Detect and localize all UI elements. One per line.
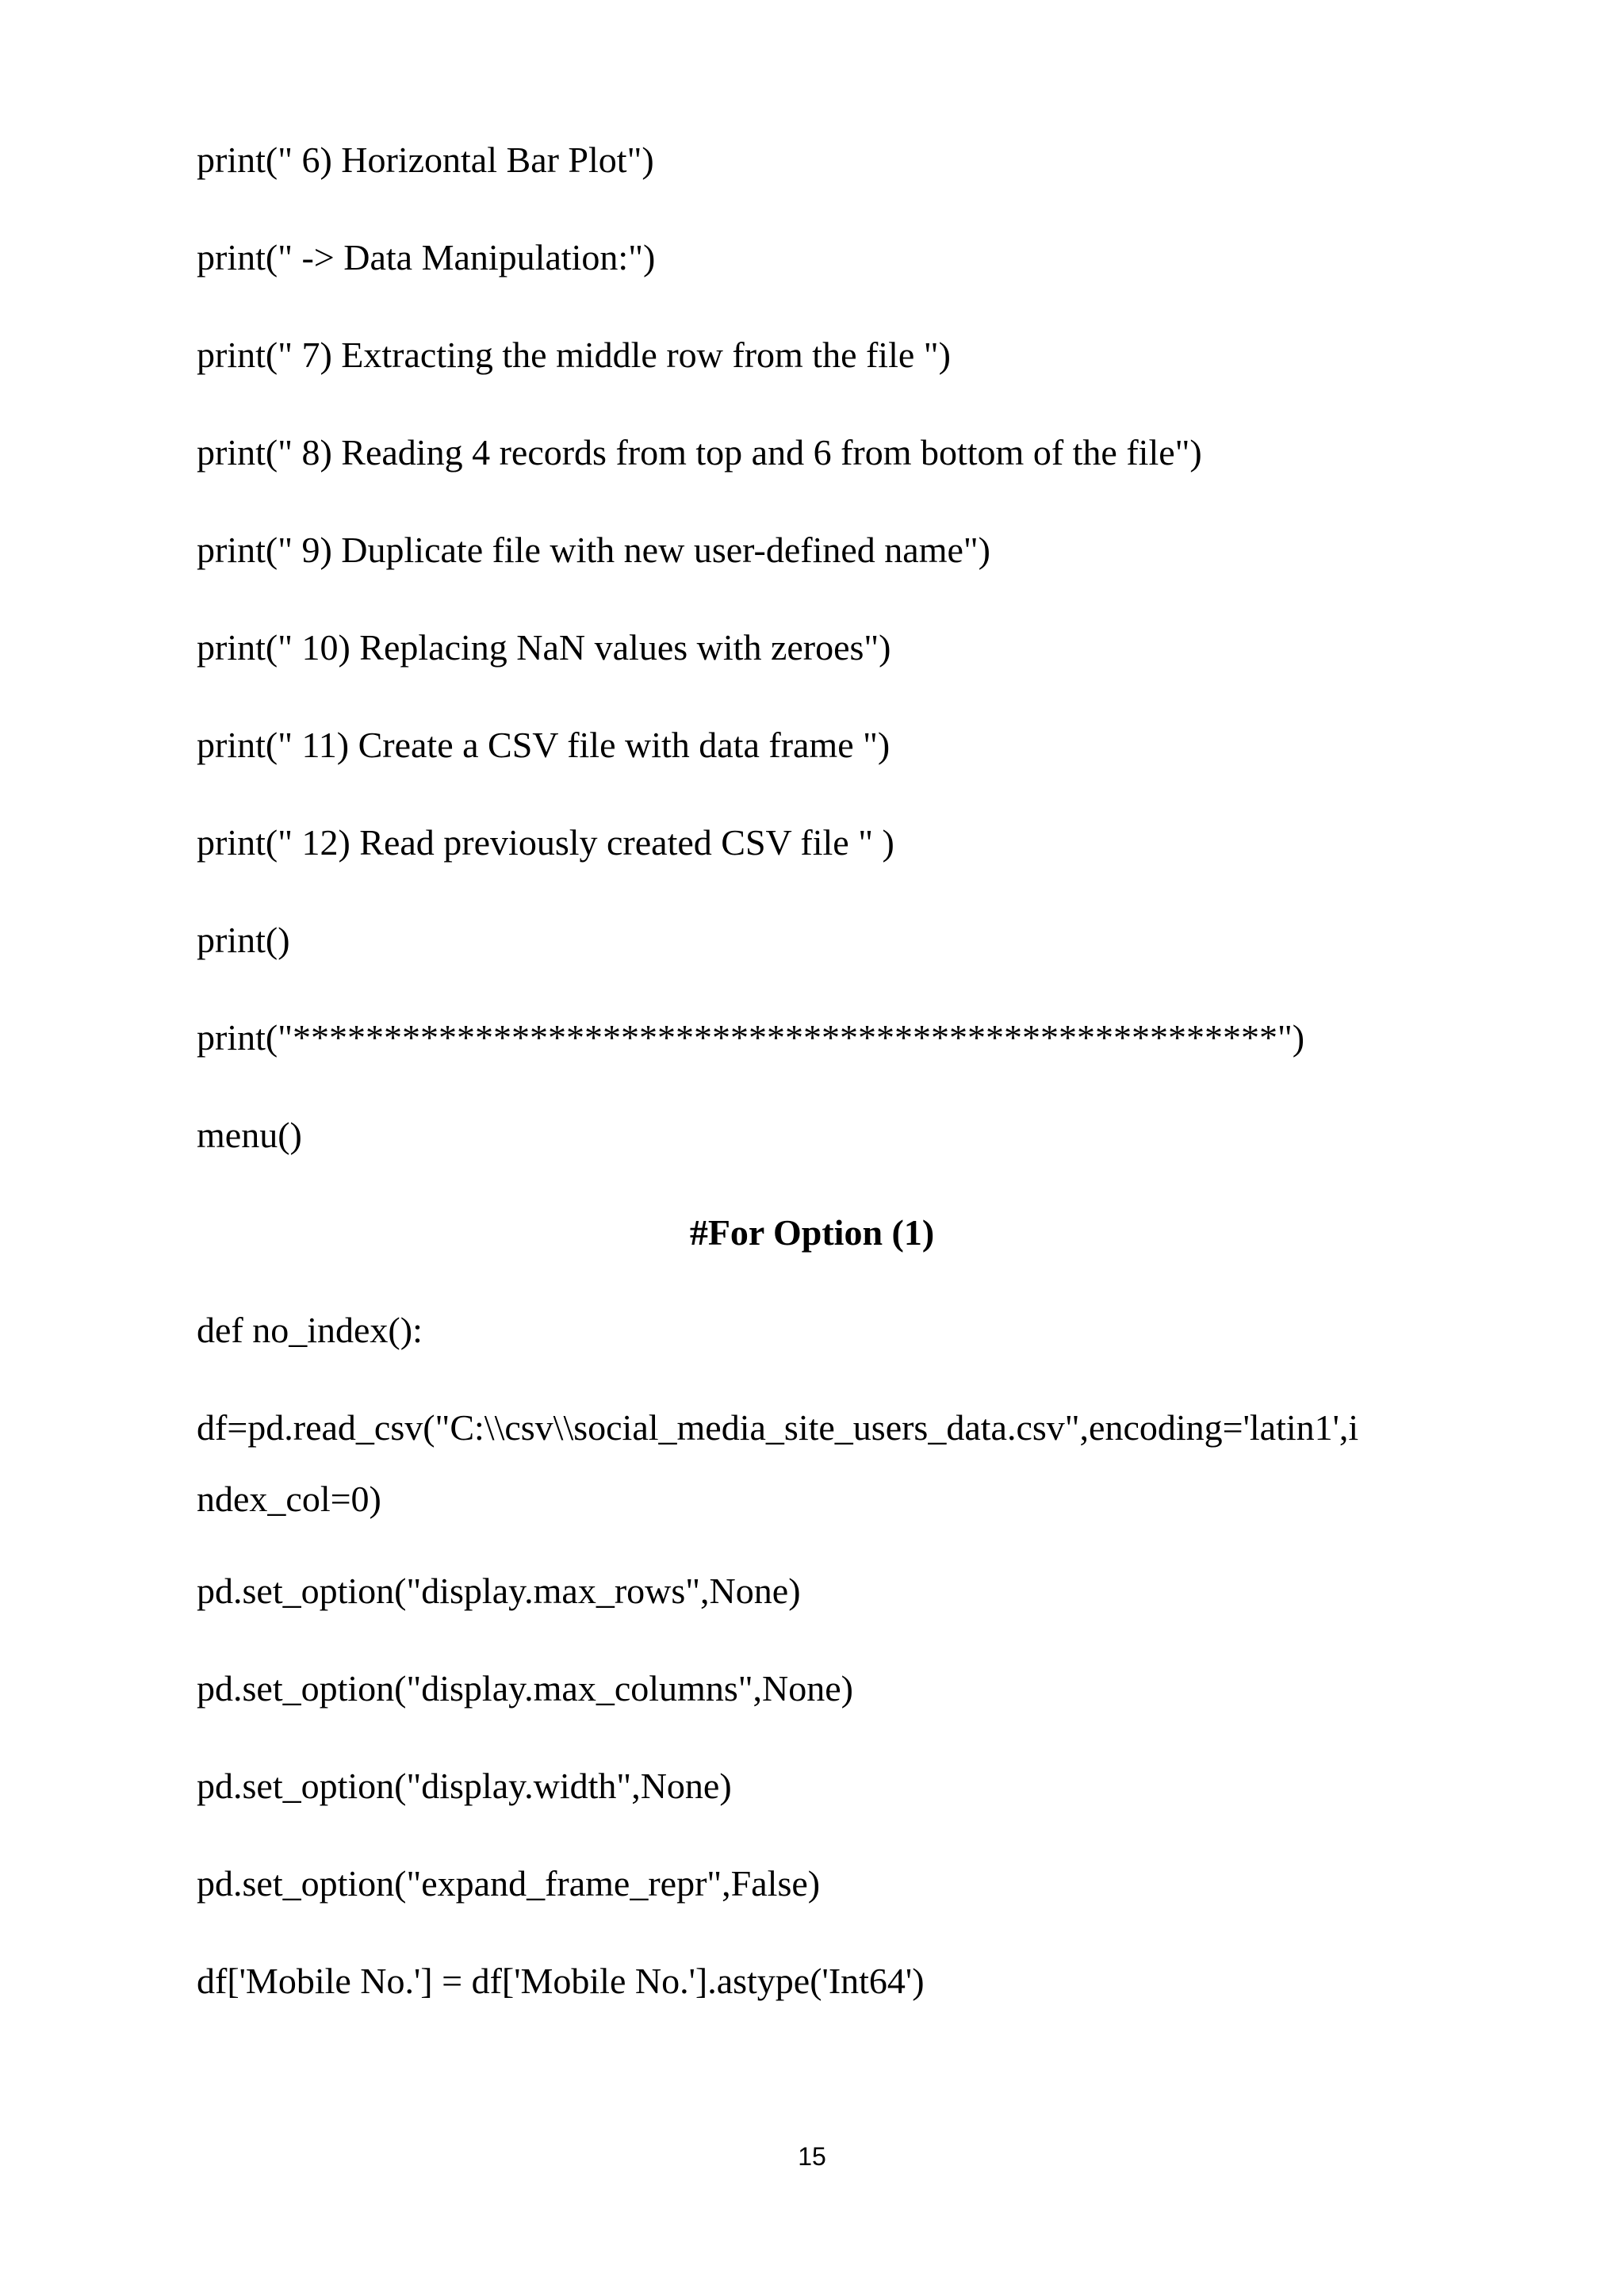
code-line: print(" 9) Duplicate file with new user-defined name") [197, 530, 990, 570]
code-line: print(" 6) Horizontal Bar Plot") [197, 140, 654, 180]
code-line: df['Mobile No.'] = df['Mobile No.'].astype('Int64') [197, 1961, 925, 2001]
code-line: print(" 7) Extracting the middle row from the file ") [197, 335, 951, 375]
code-line: print(" 8) Reading 4 records from top and 6 from bottom of the file") [197, 432, 1202, 473]
code-line: print("******************************************************") [197, 1017, 1305, 1058]
code-line: def no_index(): [197, 1310, 423, 1350]
code-line: pd.set_option("display.max_columns",None) [197, 1668, 853, 1709]
code-line: pd.set_option("expand_frame_repr",False) [197, 1863, 821, 1904]
code-line: print(" 12) Read previously created CSV file " ) [197, 822, 894, 863]
code-line: print(" 10) Replacing NaN values with zeroes") [197, 627, 891, 668]
code-line: df=pd.read_csv("C:\\csv\\social_media_site_users_data.csv",encoding='latin1',i [197, 1407, 1359, 1448]
code-line: print(" -> Data Manipulation:") [197, 237, 656, 277]
code-line: print(" 11) Create a CSV file with data frame ") [197, 725, 891, 765]
code-line: menu() [197, 1115, 302, 1155]
page-number: 15 [798, 2142, 826, 2171]
section-heading: #For Option (1) [689, 1212, 935, 1253]
code-line: pd.set_option("display.width",None) [197, 1766, 732, 1806]
code-line: ndex_col=0) [197, 1479, 381, 1519]
code-line: print() [197, 920, 290, 960]
code-line: pd.set_option("display.max_rows",None) [197, 1571, 801, 1611]
